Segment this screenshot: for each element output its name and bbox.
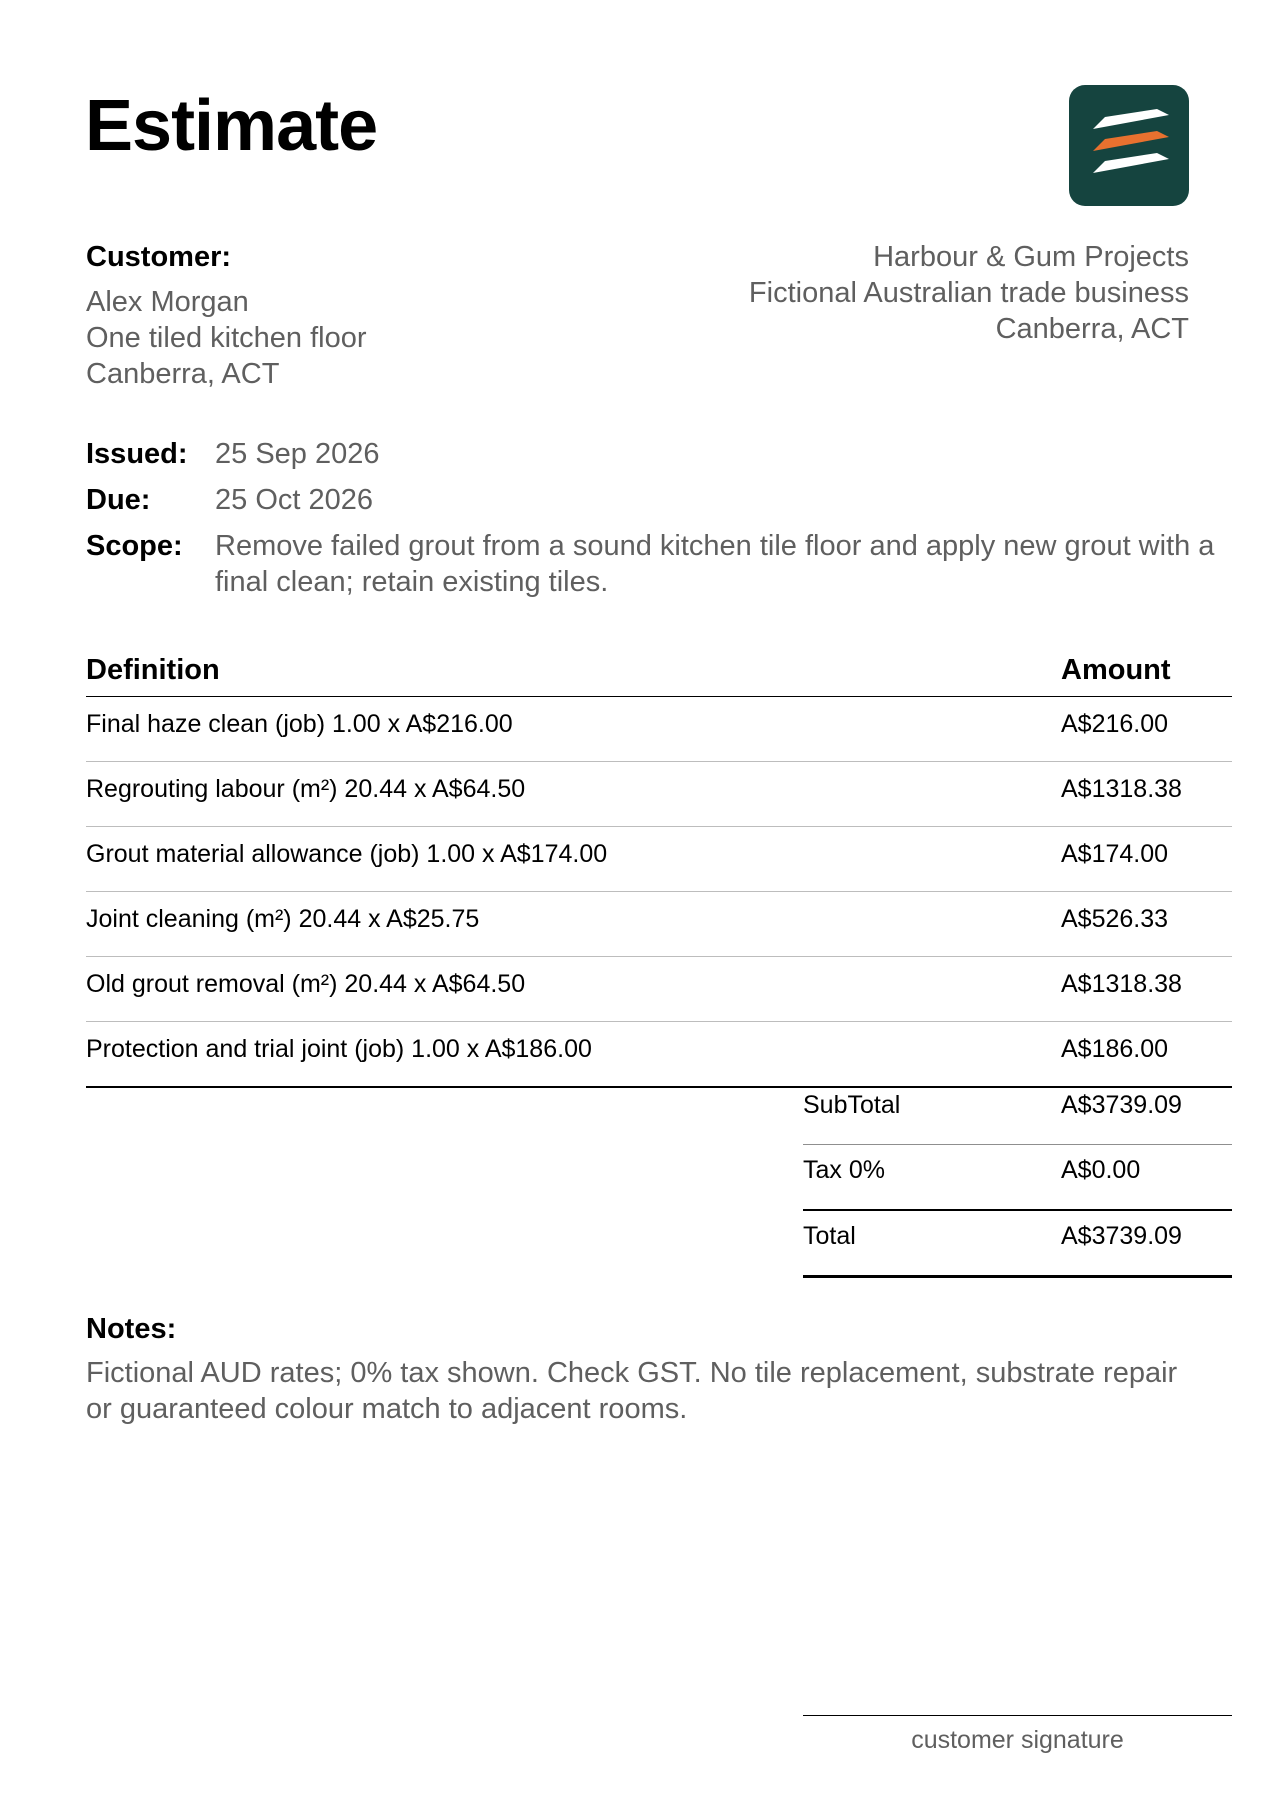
due-label: Due: bbox=[86, 484, 151, 516]
business-logo bbox=[1069, 85, 1189, 206]
item-amount: A$1318.38 bbox=[1061, 775, 1182, 803]
tax-label: Tax 0% bbox=[803, 1156, 885, 1184]
signature-label: customer signature bbox=[911, 1726, 1124, 1754]
item-definition: Regrouting labour (m²) 20.44 x A$64.50 bbox=[86, 775, 526, 803]
item-amount: A$216.00 bbox=[1061, 710, 1169, 738]
due-date: 25 Oct 2026 bbox=[215, 484, 373, 516]
subtotal-value: A$3739.09 bbox=[1061, 1091, 1182, 1119]
tax-value: A$0.00 bbox=[1061, 1156, 1141, 1184]
item-definition: Protection and trial joint (job) 1.00 x A$186.00 bbox=[86, 1035, 592, 1063]
issued-label: Issued: bbox=[86, 438, 188, 470]
item-definition: Grout material allowance (job) 1.00 x A$174.00 bbox=[86, 840, 608, 868]
business-name: Harbour & Gum Projects bbox=[873, 241, 1189, 273]
definition-column-header: Definition bbox=[86, 654, 220, 686]
stacked-planks-logo-icon bbox=[1069, 85, 1189, 206]
issued-date: 25 Sep 2026 bbox=[215, 438, 380, 470]
table-row bbox=[86, 827, 1232, 892]
customer-name: Alex Morgan bbox=[86, 286, 249, 318]
item-definition: Old grout removal (m²) 20.44 x A$64.50 bbox=[86, 970, 526, 998]
signature-line bbox=[803, 1715, 1232, 1716]
total-value: A$3739.09 bbox=[1061, 1222, 1182, 1250]
item-amount: A$174.00 bbox=[1061, 840, 1169, 868]
table-row bbox=[86, 762, 1232, 827]
customer-job: One tiled kitchen floor bbox=[86, 322, 367, 354]
table-row bbox=[86, 892, 1232, 957]
customer-location: Canberra, ACT bbox=[86, 358, 280, 390]
table-row bbox=[86, 697, 1232, 762]
tax-row bbox=[803, 1145, 1232, 1211]
document-title: Estimate bbox=[85, 86, 378, 166]
total-label: Total bbox=[803, 1222, 856, 1250]
notes-text: Fictional AUD rates; 0% tax shown. Check GST. No tile replacement, substrate repair or guaranteed colour match to adjacent rooms. bbox=[86, 1357, 1178, 1425]
scope-description: Remove failed grout from a sound kitchen tile floor and apply new grout with a final clean; retain existing tiles. bbox=[215, 530, 1215, 598]
customer-label: Customer: bbox=[86, 241, 232, 273]
subtotal-label: SubTotal bbox=[803, 1091, 901, 1119]
table-row bbox=[86, 1022, 1232, 1088]
item-amount: A$186.00 bbox=[1061, 1035, 1169, 1063]
item-amount: A$526.33 bbox=[1061, 905, 1169, 933]
item-definition: Joint cleaning (m²) 20.44 x A$25.75 bbox=[86, 905, 480, 933]
table-row bbox=[86, 957, 1232, 1022]
customer-details bbox=[86, 284, 366, 392]
notes-label: Notes: bbox=[86, 1313, 177, 1345]
item-amount: A$1318.38 bbox=[1061, 970, 1182, 998]
table-header bbox=[86, 650, 1232, 697]
totals-block bbox=[803, 1080, 1232, 1278]
scope-label: Scope: bbox=[86, 530, 183, 562]
business-details bbox=[749, 239, 1189, 347]
line-items-table bbox=[86, 650, 1232, 1088]
item-definition: Final haze clean (job) 1.00 x A$216.00 bbox=[86, 710, 513, 738]
total-row bbox=[803, 1211, 1232, 1278]
business-description: Fictional Australian trade business bbox=[748, 277, 1189, 309]
amount-column-header: Amount bbox=[1061, 654, 1171, 686]
subtotal-row bbox=[803, 1080, 1232, 1145]
business-location: Canberra, ACT bbox=[995, 313, 1189, 345]
